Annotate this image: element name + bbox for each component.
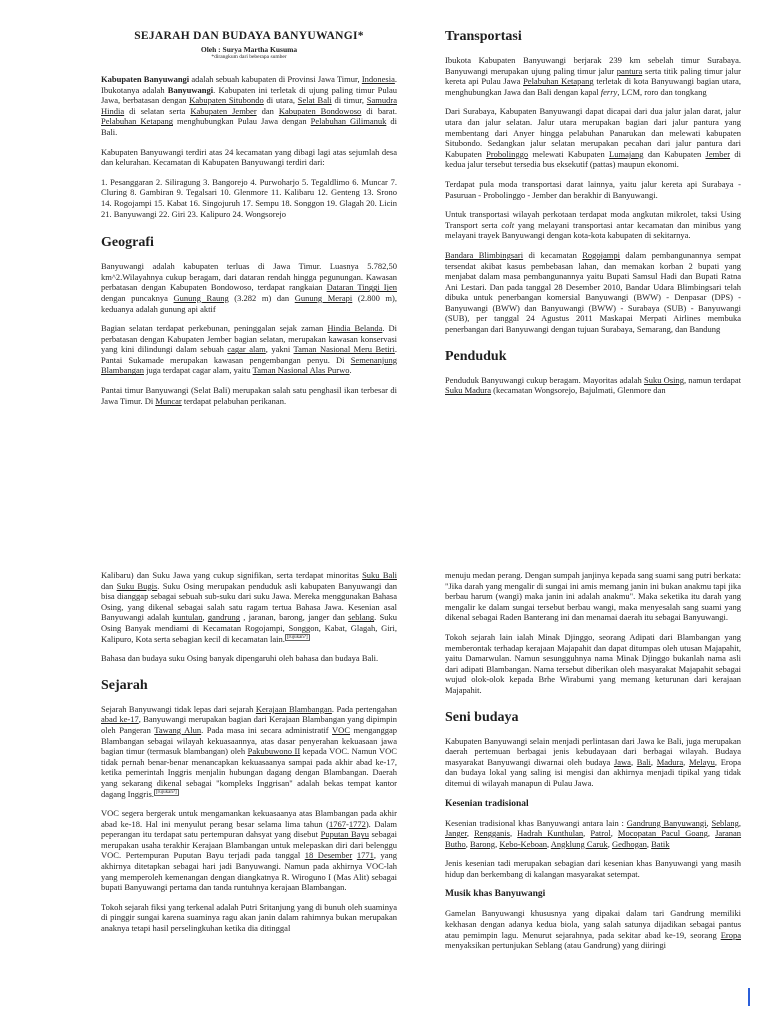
inline-link[interactable]: Pakubuwono II bbox=[247, 746, 301, 757]
inline-link[interactable]: Madura bbox=[656, 756, 684, 767]
inline-link[interactable]: Jawa bbox=[613, 756, 631, 767]
geografi-paragraph-1: Banyuwangi adalah kabupaten terluas di Jawa Timur. Luasnya 5.782,50 km^2.Wilayahnya cukup beragam, dari dataran rendah hingga pegunungan. Kawasan perbatasan dengan Kabupaten Bondowoso, terdapat rangkaian Dataran Tinggi Ijen dengan puncaknya Gunung Raung (3.282 m) dan Gunung Merapi (2.800 m), keduanya adalah gunung api aktif bbox=[101, 261, 398, 314]
inline-link[interactable]: Mocopatan Pacul Goang bbox=[617, 828, 708, 839]
inline-link[interactable]: Rengganis bbox=[474, 828, 510, 839]
inline-link[interactable]: Indonesia bbox=[361, 74, 395, 84]
column-bottom-left bbox=[101, 570, 397, 943]
column-bottom-right bbox=[445, 570, 741, 960]
inline-link[interactable]: Jember bbox=[705, 148, 731, 159]
inline-link[interactable]: Bali bbox=[636, 756, 651, 767]
inline-link[interactable]: Probolinggo bbox=[486, 148, 529, 159]
inline-link[interactable]: Gunung Merapi bbox=[294, 292, 353, 303]
heading-transportasi: Transportasi bbox=[445, 29, 522, 44]
inline-link[interactable]: Patrol bbox=[590, 828, 611, 839]
inline-link[interactable]: Barong bbox=[470, 838, 496, 849]
inline-link[interactable]: Tawang Alun bbox=[154, 724, 202, 735]
inline-link[interactable]: 1771 bbox=[356, 850, 374, 861]
inline-link[interactable]: Seblang bbox=[711, 817, 739, 828]
inline-link[interactable]: Janger bbox=[445, 828, 467, 839]
inline-link[interactable]: Dataran Tinggi Ijen bbox=[326, 282, 398, 293]
inline-link[interactable]: Pelabuhan Ketapang bbox=[523, 76, 594, 87]
title-block bbox=[101, 29, 397, 61]
inline-link[interactable]: Gandrung Banyuwangi bbox=[626, 817, 707, 828]
source-note: *dirangkum dari beberapa sumber bbox=[211, 54, 287, 60]
inline-link[interactable]: Kabupaten Jember bbox=[190, 105, 257, 116]
penduduk-paragraph-1: Penduduk Banyuwangi cukup beragam. Mayoritas adalah Suku Osing, namun terdapat Suku Madura (kecamatan Wongsorejo, Bajulmati, Glenmore dan bbox=[445, 374, 741, 396]
citation-note: [rujukan?] bbox=[155, 789, 177, 795]
inline-link[interactable]: Bandara Blimbingsari bbox=[445, 249, 524, 260]
seni-budaya-paragraph: Kabupaten Banyuwangi selain menjadi perlintasan dari Jawa ke Bali, juga merupakan daerah pertemuan berbagai jenis kebudayaan dari berbagai wilayah. Budaya masyarakat Banyuwangi diwarnai oleh budaya Jawa, Bali, Madura, Melayu, Eropa dan budaya lokal yang saling isi mengisi dan akhirnya menjadi tipikal yang tidak ditemui di wilayah manapun di Pulau Jawa. bbox=[445, 735, 741, 788]
heading-sejarah: Sejarah bbox=[101, 677, 148, 693]
inline-link[interactable]: Samudra Hindia bbox=[101, 95, 397, 116]
inline-link[interactable]: seblang bbox=[348, 612, 375, 623]
heading-geografi: Geografi bbox=[101, 235, 154, 251]
geografi-paragraph-2: Bagian selatan terdapat perkebunan, peninggalan sejak zaman Hindia Belanda. Di perbatasan dengan Kabupaten Jember bagian selatan, merupakan kawasan konservasi yang kini dilindungi dalam sebuah cagar alam, yakni Taman Nasional Meru Betiri. Pantai Sukamade merupakan kawasan pengembangan penyu. Di Semenanjung Blambangan juga terdapat cagar alam, yaitu Taman Nasional Alas Purwo. bbox=[101, 323, 398, 376]
inline-emphasis: colt bbox=[501, 219, 515, 230]
inline-emphasis: Banyuwangi bbox=[167, 84, 214, 95]
inline-link[interactable]: 1767 bbox=[328, 818, 346, 829]
inline-link[interactable]: cagar alam bbox=[227, 344, 266, 355]
inline-link[interactable]: Gunung Raung bbox=[173, 292, 229, 303]
inline-emphasis: Kabupaten Banyuwangi bbox=[101, 74, 190, 84]
inline-link[interactable]: Pelabuhan Gilimanuk bbox=[310, 116, 387, 127]
inline-link[interactable]: Kebo-Keboan bbox=[499, 838, 547, 849]
inline-link[interactable]: Melayu bbox=[688, 756, 715, 767]
heading-musik-khas: Musik khas Banyuwangi bbox=[445, 889, 546, 900]
musik-paragraph-1: Gamelan Banyuwangi khususnya yang dipakai dalam tari Gandrung memiliki kekhasan dengan adanya kedua biola, yang salah satunya dijadikan sebagai pantus atau pemimpin lagu. Menurut sejarahnya, pada sekitar abad ke-19, seorang Eropa menyaksikan pertunjukan Seblang (atau Gandrung) yang diiringi bbox=[445, 908, 741, 951]
penduduk-paragraph-2: Bahasa dan budaya suku Osing banyak dipengaruhi oleh bahasa dan budaya Bali. bbox=[101, 653, 379, 664]
inline-link[interactable]: 1772 bbox=[348, 818, 366, 829]
inline-link[interactable]: Suku Bali bbox=[362, 570, 397, 580]
inline-emphasis: ferry bbox=[600, 86, 618, 97]
inline-link[interactable]: Suku Bugis bbox=[116, 580, 158, 591]
inline-link[interactable]: gandrung bbox=[207, 612, 240, 623]
scroll-indicator[interactable] bbox=[748, 988, 750, 1006]
geografi-paragraph-3: Pantai timur Banyuwangi (Selat Bali) merupakan salah satu penghasil ikan terbesar di Jawa Timur. Di Muncar terdapat pelabuhan perikanan. bbox=[101, 385, 397, 406]
inline-link[interactable]: 18 Desember bbox=[304, 850, 353, 861]
inline-link[interactable]: Angklung Caruk bbox=[550, 838, 608, 849]
intro-paragraph: Kabupaten Banyuwangi adalah sebuah kabupaten di Provinsi Jawa Timur, Indonesia. Ibukotanya adalah Banyuwangi. Kabupaten ini terletak di ujung paling timur Pulau Jawa, berbatasan dengan Kabupaten Situbondo di utara, Selat Bali di timur, Samudra Hindia di selatan serta Kabupaten Jember dan Kabupaten Bondowoso di barat. Pelabuhan Ketapang menghubungkan Pulau Jawa dengan Pelabuhan Gilimanuk di Bali. bbox=[101, 74, 397, 137]
inline-link[interactable]: Taman Nasional Meru Betiri bbox=[293, 344, 395, 355]
inline-link[interactable]: Lumajang bbox=[609, 148, 644, 159]
inline-link[interactable]: Puputan Bayu bbox=[320, 829, 369, 840]
inline-link[interactable]: Suku Osing bbox=[643, 374, 684, 385]
inline-link[interactable]: Rogojampi bbox=[582, 249, 621, 260]
transportasi-paragraph-3: Terdapat pula moda transportasi darat lainnya, yaitu jalur kereta api Surabaya - Pasuruan - Probolinggo - Jember dan berakhir di Banyuwangi. bbox=[445, 178, 741, 200]
transportasi-paragraph-2: Dari Surabaya, Kabupaten Banyuwangi dapat dicapai dari dua jalur jalan darat, jalur utara dan jalur selatan. Jalur utara merupakan bagian dari jalur pantura yang membentang dari Anyer hingga pelabuhan Panarukan dan melewati kabupaten Situbondo. Sedangkan jalur selatan merupakan pecahan dari jalur pantura dari Kabupaten Probolinggo melewati Kabupaten Lumajang dan Kabupaten Jember di kedua jalur tersebut tersedia bus eksekutif (pattas) maupun ekonomi. bbox=[445, 106, 741, 170]
inline-link[interactable]: Batik bbox=[651, 838, 670, 849]
inline-link[interactable]: Pelabuhan Ketapang bbox=[101, 116, 173, 127]
document-title: SEJARAH DAN BUDAYA BANYUWANGI* bbox=[134, 30, 364, 42]
inline-link[interactable]: Taman Nasional Alas Purwo bbox=[252, 365, 350, 376]
inline-link[interactable]: Selat Bali bbox=[297, 95, 332, 106]
heading-seni-budaya: Seni budaya bbox=[445, 709, 519, 725]
sejarah-paragraph-minak-djinggo: Tokoh sejarah lain ialah Minak Djinggo, seorang Adipati dari Blambangan yang memberontak terhadap kerajaan Majapahit dan dapat ditumpas oleh utusan Majapahit, yaitu Damarwulan. Namun sesungguhnya nama Minak Djinggo bukanlah nama asli dari adipati Blambangan. Nama tersebut diberikan oleh masyarakat Majapahit sebagai wujud olok-olok kepada Brhe Wirabumi yang memang keturunan dari kerajaan Majapahit. bbox=[445, 631, 741, 695]
sejarah-paragraph-2: VOC segera bergerak untuk mengamankan kekuasaanya atas Blambangan pada akhir abad ke-18. Hal ini menyulut perang besar selama lima tahun (1767-1772). Dalam peperangan itu terdapat satu pertempuran dahsyat yang disebut Puputan Bayu sebagai merupakan usaha terakhir Kerajaan Blambangan untuk melepaskan diri dari belenggu VOC. Pertempuran Puputan Bayu terjadi pada tanggal 18 Desember 1771, yang akhirnya ditetapkan sebagai hari jadi Banyuwangi. Namun pada akhirnya VOC-lah yang memperoleh kemenangan dengan diangkatnya R. Wiroguno I (Mas Alit) sebagai bupati Banyuwangi pertama dan tanda runtuhnya kerajaan Blambangan. bbox=[101, 808, 398, 893]
transportasi-paragraph-5: Bandara Blimbingsari di kecamatan Rogojampi dalam pembangunannya sempat tersendat akibat kasus pembebasan lahan, dan memakan korban 2 bupati yang menjabat dalam masa pembangunannya yaitu Bupati Samsul Hadi dan Bupati Ratna Ani Lestari. Dan pada tanggal 28 Desember 2010, Bandar Udara Blimbingsari telah dibuka untuk penerbangan komersial Banyuwangi (BWW) - Denpasar (DPS) - Banyuwangi (BWW) dan Banyuwangi (BWW) - Surabaya (SUB) - Banyuwangi (SUB), per tanggal 24 Agustus 2011 Maskapai Merpati Airlines membuka penerbangan dari Banyuwangi dengan tujuan Surabaya, Semarang, dan Bandung bbox=[445, 249, 741, 335]
transportasi-paragraph-4: Untuk transportasi wilayah perkotaan terdapat moda angkutan mikrolet, taksi Using Transport serta colt yang melayani transportasi antar kecamatan dan minibus yang melayani trayek Banyuwangi dengan kota-kota kabupaten di sekitarnya. bbox=[445, 209, 741, 241]
inline-link[interactable]: Eropa bbox=[720, 929, 741, 940]
kecamatan-list-paragraph: 1. Pesanggaran 2. Siliragung 3. Bangorejo 4. Purwoharjo 5. Tegaldlimo 6. Muncar 7. Cluring 8. Gambiran 9. Tegalsari 10. Glenmore 11. Kalibaru 12. Genteng 13. Srono 14. Rogojampi 15. Kabat 16. Singojuruh 17. Sempu 18. Songgon 19. Glagah 20. Licin 21. Banyuwangi 22. Giri 23. Kalipuro 24. Wongsorejo bbox=[101, 176, 397, 219]
citation-note: [rujukan?] bbox=[286, 634, 308, 640]
penduduk-continued-paragraph: Kalibaru) dan Suku Jawa yang cukup signifikan, serta terdapat minoritas Suku Bali dan Suku Bugis. Suku Osing merupakan penduduk asli kabupaten Banyuwangi dan bisa dianggap sebagai sebuah sub-suku dari suku Jawa. Mereka menggunakan Bahasa Osing, yang dikenal sebagai salah satu ragam tertua Bahasa Jawa. Kesenian asal Banyuwangi adalah kuntulan, gandrung , jaranan, barong, janger dan seblang. Suku Osing Banyak mendiami di Kecamatan Rogojampi, Songgon, Kabat, Glagah, Giri, Kalipuro, Kota serta sebagian kecil di kecamatan lain. [rujukan?] bbox=[101, 570, 397, 644]
inline-link[interactable]: Hindia Belanda bbox=[327, 323, 383, 334]
inline-link[interactable]: Kerajaan Blambangan bbox=[255, 703, 332, 714]
inline-link[interactable]: abad ke-17 bbox=[101, 714, 139, 725]
heading-penduduk: Penduduk bbox=[445, 348, 507, 364]
inline-link[interactable]: Hadrah Kunthulan bbox=[517, 828, 584, 839]
author-byline: Oleh : Surya Martha Kusuma bbox=[200, 45, 298, 54]
inline-link[interactable]: pantura bbox=[616, 65, 643, 76]
inline-link[interactable]: Suku Madura bbox=[445, 385, 492, 396]
inline-link[interactable]: Gedhogan bbox=[611, 838, 647, 849]
inline-link[interactable]: Muncar bbox=[155, 395, 182, 406]
column-top-right bbox=[445, 29, 741, 405]
inline-link[interactable]: Kabupaten Bondowoso bbox=[278, 105, 362, 116]
kesenian-paragraph-2: Jenis kesenian tadi merupakan sebagian dari kesenian khas Banyuwangi yang masih hidup dan berkembang di kalangan masyarakat setempat. bbox=[445, 858, 741, 879]
inline-link[interactable]: Kabupaten Situbondo bbox=[189, 95, 264, 106]
sejarah-paragraph-3: Tokoh sejarah fiksi yang terkenal adalah Putri Sritanjung yang di bunuh oleh suaminya di pinggir sungai karena suaminya ragu akan janin dalam rahimnya bukan merupakan anaknya tetapi hasil perselingkuhan ketika dia ditinggal bbox=[101, 901, 397, 934]
inline-link[interactable]: kuntulan bbox=[172, 612, 203, 623]
heading-kesenian-tradisional: Kesenian tradisional bbox=[445, 798, 529, 809]
sejarah-paragraph-1: Sejarah Banyuwangi tidak lepas dari sejarah Kerajaan Blambangan. Pada pertengahan abad ke-17, Banyuwangi merupakan bagian dari Kerajaan Blambangan yang dipimpin oleh Pangeran Tawang Alun. Pada masa ini secara administratif VOC menganggap Blambangan sebagai wilayah kekuasaannya, atas dasar penyerahan kekuasaan jawa bagian timur (termasuk blambangan) oleh Pakubuwono II kepada VOC. Namun VOC tidak pernah benar-benar menancapkan kekuasaanya sampai pada akhir abad ke-17, ketika pemerintah Inggris menjalin hubungan dagang dengan Blambangan. Daerah yang sekarang dikenal sebagai "kompleks Inggrisan" adalah bekas tempat kantor dagang Inggris. [rujukan?] bbox=[101, 703, 397, 799]
transportasi-paragraph-1: Ibukota Kabupaten Banyuwangi berjarak 239 km sebelah timur Surabaya. Banyuwangi merupakan ujung paling timur jalur pantura serta titik paling timur jalur kereta api Pulau Jawa Pelabuhan Ketapang terletak di kota Banyuwangi bagian utara, menghubungkan Jawa dan Bali dengan kapal ferry, LCM, roro dan tongkang bbox=[445, 55, 741, 97]
inline-link[interactable]: Jaranan Butho bbox=[445, 828, 742, 849]
kecamatan-intro-paragraph: Kabupaten Banyuwangi terdiri atas 24 kecamatan yang dibagi lagi atas sejumlah desa dan kelurahan. Kecamatan di Kabupaten Banyuwangi terdiri dari: bbox=[101, 146, 397, 168]
column-top-left bbox=[101, 29, 397, 415]
kesenian-paragraph-1: Kesenian tradisional khas Banyuwangi antara lain : Gandrung Banyuwangi, Seblang, Janger, Rengganis, Hadrah Kunthulan, Patrol, Mocopatan Pacul Goang, Jaranan Butho, Barong, Kebo-Keboan, Angklung Caruk, Gedhogan, Batik bbox=[445, 817, 742, 849]
sejarah-continued-paragraph: menuju medan perang. Dengan sumpah janjinya kepada sang suami sang putri berkata: "Jika darah yang mengalir di sungai ini amis memang janin ini bukan anakmu tapi jika berbau harum (wangi) maka janin ini adalah anakmu". Maka seketika itu darah yang mengalir ke dalam sungai tersebut berbau wangi, maka menyesalah sang suami yang dikenal sebagai Raden Banterang ini dan menamai daerah itu sebagai Banyuwangi. bbox=[445, 570, 741, 623]
inline-link[interactable]: Semenanjung Blambangan bbox=[101, 354, 397, 376]
inline-link[interactable]: VOC bbox=[332, 724, 350, 735]
